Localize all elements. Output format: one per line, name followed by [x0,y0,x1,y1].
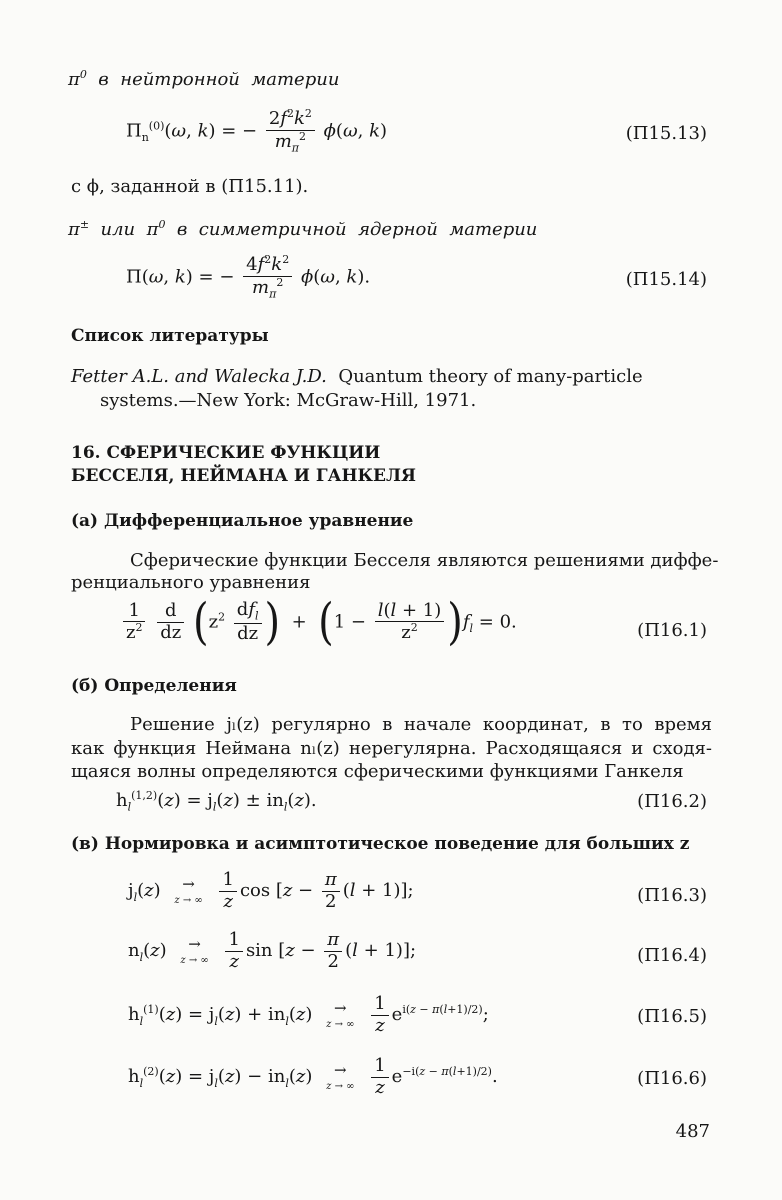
subsection-b-line2: как функция Неймана nₗ(z) нерегулярна. Расходящаяся и сходя- [71,738,712,759]
eq-label-p16-3: (П16.3) [637,885,707,906]
subsection-b-title: (б) Определения [71,676,237,696]
neutron-after-text: с ϕ, заданной в (П15.11). [71,176,309,197]
equation-p16-1: $\frac{1}{z^2}$ $\frac{d}{dz}$ ($z^2$ $\frac{df_l}{dz}$ ) + (1 − $\frac{l(l + 1)}{z^2}$ )$f_l = 0$. [120,600,517,645]
equation-p16-4: $n_l(z)$ → z → ∞ $\frac{1}{z}$ sin [z − $\frac{\pi}{2}$ (l + 1)]; [128,929,417,972]
section-16-title-line1: 16. СФЕРИЧЕСКИЕ ФУНКЦИИ [71,443,381,463]
eq-label-p16-1: (П16.1) [637,620,707,641]
equation-p15-14: Π(ω, k) = − $\frac{4f^2k^2}{m_\pi^2}$ ϕ(ω, k). [126,253,371,301]
reference-authors: Fetter A.L. and Walecka J.D. [71,366,327,387]
reference-entry [71,366,643,387]
subsection-a-text-line1: Сферические функции Бесселя являются решениями диффе- [130,550,719,571]
eq-label-p16-5: (П16.5) [637,1006,707,1027]
subsection-c-title: (в) Нормировка и асимптотическое поведение для больших z [71,834,690,854]
symmetric-heading: π± или $\pi^0$ в симметричной ядерной материи [68,218,538,240]
eq-label-p16-2: (П16.2) [637,791,707,812]
equation-p16-2: $h_l^{(1,2)}(z) = j_l(z) \pm in_l(z)$. [116,789,317,814]
equation-p16-3: $j_l(z)$ → z → ∞ $\frac{1}{z}$ cos [z − $\frac{\pi}{2}$ (l + 1)]; [128,869,414,912]
eq-label-p15-13: (П15.13) [625,123,707,144]
reference-title-line2: systems.—New York: McGraw-Hill, 1971. [100,390,477,411]
neutron-heading: $\pi^0$ в нейтронной материи [68,68,340,90]
references-title: Список литературы [71,326,269,346]
eq-label-p16-6: (П16.6) [637,1068,707,1089]
page-number: 487 [675,1121,710,1142]
equation-p15-13: $\Pi_n^{(0)}(\omega$, k) = − $\frac{2f^2k^2}{m_\pi^2}$ ϕ(ω, k) [126,107,388,155]
subsection-a-title: (а) Дифференциальное уравнение [71,511,414,531]
equation-p16-5: $h_l^{(1)}(z) = j_l(z) + in_l(z)$ → z → ∞ $\frac{1}{z}$ $e^{i(z - \pi(l+1)/2)}$; [128,993,489,1036]
eq-label-p16-4: (П16.4) [637,945,707,966]
section-16-title-line2: БЕССЕЛЯ, НЕЙМАНА И ГАНКЕЛЯ [71,466,417,486]
equation-p16-6: $h_l^{(2)}(z) = j_l(z) - in_l(z)$ → z → ∞ $\frac{1}{z}$ $e^{-i(z - \pi(l+1)/2)}$. [128,1055,498,1098]
subsection-a-text-line2: ренциального уравнения [71,572,311,593]
subsection-b-line1: Решение jₗ(z) регулярно в начале координат, в то время [130,714,712,735]
eq-label-p15-14: (П15.14) [625,269,707,290]
subsection-b-line3: щаяся волны определяются сферическими функциями Ганкеля [71,761,684,782]
reference-title-line1: Quantum theory of many-particle [338,366,643,387]
